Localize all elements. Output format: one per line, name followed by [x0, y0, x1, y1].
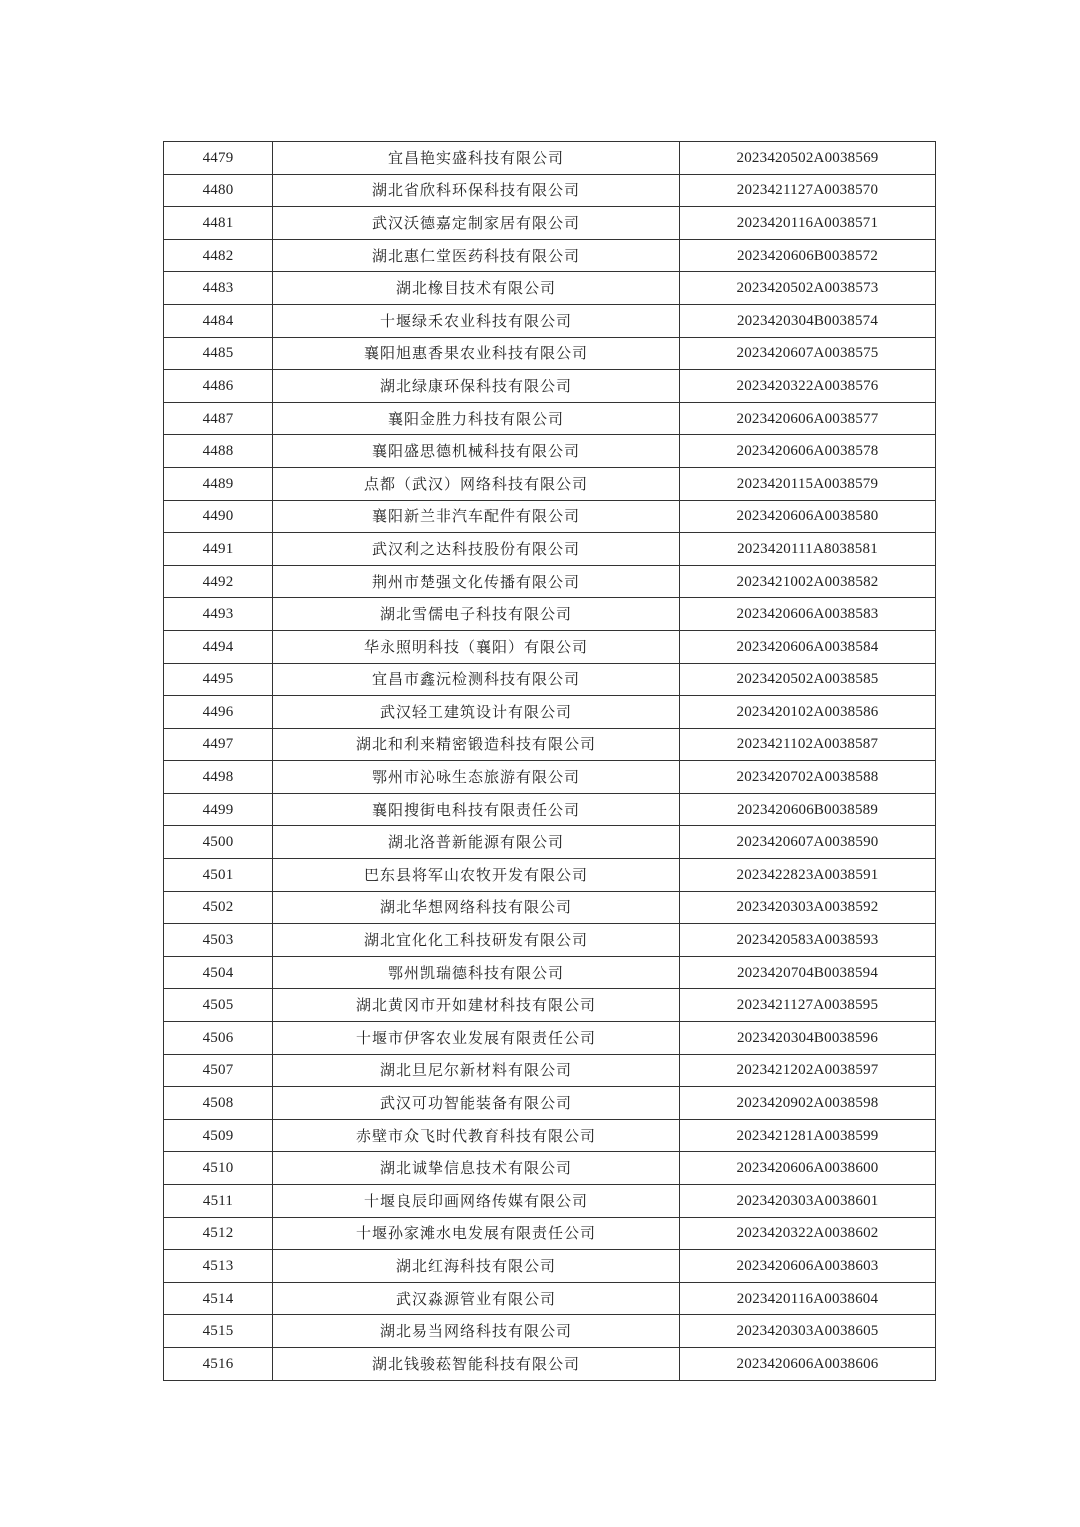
registration-code-cell: 2023420606A0038603	[680, 1250, 936, 1283]
registration-code-cell: 2023420115A0038579	[680, 467, 936, 500]
row-number-cell: 4509	[164, 1119, 273, 1152]
table-row	[164, 1054, 936, 1087]
registration-code-cell: 2023420607A0038590	[680, 826, 936, 859]
table-row	[164, 370, 936, 403]
table-row	[164, 402, 936, 435]
company-name-cell: 湖北诚挚信息技术有限公司	[273, 1152, 680, 1185]
company-name-cell: 点都（武汉）网络科技有限公司	[273, 467, 680, 500]
row-number-cell: 4496	[164, 696, 273, 729]
registration-code-cell: 2023421127A0038595	[680, 989, 936, 1022]
table-row	[164, 1315, 936, 1348]
registration-code-cell: 2023421202A0038597	[680, 1054, 936, 1087]
company-name-cell: 湖北橡目技术有限公司	[273, 272, 680, 305]
company-name-cell: 湖北绿康环保科技有限公司	[273, 370, 680, 403]
company-name-cell: 襄阳搜街电科技有限责任公司	[273, 793, 680, 826]
table-row	[164, 793, 936, 826]
row-number-cell: 4514	[164, 1282, 273, 1315]
row-number-cell: 4495	[164, 663, 273, 696]
row-number-cell: 4516	[164, 1347, 273, 1380]
table-row	[164, 272, 936, 305]
company-name-cell: 湖北旦尼尔新材料有限公司	[273, 1054, 680, 1087]
company-name-cell: 湖北红海科技有限公司	[273, 1250, 680, 1283]
table-row	[164, 467, 936, 500]
table-row	[164, 533, 936, 566]
table-row	[164, 1185, 936, 1218]
company-name-cell: 武汉轻工建筑设计有限公司	[273, 696, 680, 729]
row-number-cell: 4481	[164, 207, 273, 240]
row-number-cell: 4510	[164, 1152, 273, 1185]
company-name-cell: 武汉淼源管业有限公司	[273, 1282, 680, 1315]
registration-code-cell: 2023420606A0038583	[680, 598, 936, 631]
registration-code-cell: 2023420116A0038571	[680, 207, 936, 240]
company-name-cell: 武汉沃德嘉定制家居有限公司	[273, 207, 680, 240]
company-name-cell: 湖北省欣科环保科技有限公司	[273, 174, 680, 207]
registration-code-cell: 2023420606A0038600	[680, 1152, 936, 1185]
row-number-cell: 4512	[164, 1217, 273, 1250]
registration-code-cell: 2023420606A0038584	[680, 630, 936, 663]
registration-code-cell: 2023420606A0038578	[680, 435, 936, 468]
registration-code-cell: 2023420116A0038604	[680, 1282, 936, 1315]
company-name-cell: 十堰良辰印画网络传媒有限公司	[273, 1185, 680, 1218]
company-name-cell: 十堰绿禾农业科技有限公司	[273, 304, 680, 337]
company-name-cell: 鄂州市沁咏生态旅游有限公司	[273, 761, 680, 794]
table-row	[164, 239, 936, 272]
registration-code-cell: 2023421002A0038582	[680, 565, 936, 598]
row-number-cell: 4503	[164, 924, 273, 957]
registration-code-cell: 2023420606A0038606	[680, 1347, 936, 1380]
table-row	[164, 1022, 936, 1055]
row-number-cell: 4489	[164, 467, 273, 500]
table-row	[164, 500, 936, 533]
row-number-cell: 4498	[164, 761, 273, 794]
table-row	[164, 728, 936, 761]
table-row	[164, 207, 936, 240]
row-number-cell: 4492	[164, 565, 273, 598]
registration-code-cell: 2023420322A0038602	[680, 1217, 936, 1250]
company-name-cell: 襄阳金胜力科技有限公司	[273, 402, 680, 435]
company-name-cell: 湖北和利来精密锻造科技有限公司	[273, 728, 680, 761]
row-number-cell: 4480	[164, 174, 273, 207]
registration-code-cell: 2023420902A0038598	[680, 1087, 936, 1120]
table-row	[164, 435, 936, 468]
company-name-cell: 十堰市伊客农业发展有限责任公司	[273, 1022, 680, 1055]
row-number-cell: 4482	[164, 239, 273, 272]
registration-code-cell: 2023420702A0038588	[680, 761, 936, 794]
table-row	[164, 1087, 936, 1120]
registration-code-cell: 2023420502A0038573	[680, 272, 936, 305]
registration-code-cell: 2023422823A0038591	[680, 859, 936, 892]
row-number-cell: 4497	[164, 728, 273, 761]
company-name-cell: 湖北雪儒电子科技有限公司	[273, 598, 680, 631]
company-name-cell: 湖北惠仁堂医药科技有限公司	[273, 239, 680, 272]
table-row	[164, 924, 936, 957]
table-row	[164, 565, 936, 598]
row-number-cell: 4490	[164, 500, 273, 533]
table-row	[164, 174, 936, 207]
row-number-cell: 4484	[164, 304, 273, 337]
company-name-cell: 襄阳盛思德机械科技有限公司	[273, 435, 680, 468]
table-row	[164, 1250, 936, 1283]
table-row	[164, 859, 936, 892]
registration-code-cell: 2023420102A0038586	[680, 696, 936, 729]
row-number-cell: 4493	[164, 598, 273, 631]
company-name-cell: 武汉可功智能装备有限公司	[273, 1087, 680, 1120]
table-row	[164, 142, 936, 175]
company-name-cell: 湖北黄冈市开如建材科技有限公司	[273, 989, 680, 1022]
row-number-cell: 4499	[164, 793, 273, 826]
registration-code-cell: 2023420303A0038605	[680, 1315, 936, 1348]
registration-code-cell: 2023420303A0038601	[680, 1185, 936, 1218]
row-number-cell: 4504	[164, 956, 273, 989]
row-number-cell: 4479	[164, 142, 273, 175]
table-row	[164, 1282, 936, 1315]
row-number-cell: 4501	[164, 859, 273, 892]
company-name-cell: 巴东县将军山农牧开发有限公司	[273, 859, 680, 892]
table-row	[164, 696, 936, 729]
row-number-cell: 4485	[164, 337, 273, 370]
table-row	[164, 956, 936, 989]
table-row	[164, 304, 936, 337]
table-row	[164, 630, 936, 663]
row-number-cell: 4511	[164, 1185, 273, 1218]
row-number-cell: 4494	[164, 630, 273, 663]
company-name-cell: 宜昌市鑫沅检测科技有限公司	[273, 663, 680, 696]
registration-code-cell: 2023420111A8038581	[680, 533, 936, 566]
row-number-cell: 4488	[164, 435, 273, 468]
row-number-cell: 4502	[164, 891, 273, 924]
table-row	[164, 1347, 936, 1380]
registration-code-cell: 2023420583A0038593	[680, 924, 936, 957]
row-number-cell: 4505	[164, 989, 273, 1022]
company-name-cell: 湖北洛普新能源有限公司	[273, 826, 680, 859]
company-name-cell: 宜昌艳实盛科技有限公司	[273, 142, 680, 175]
registration-code-cell: 2023421281A0038599	[680, 1119, 936, 1152]
registration-code-cell: 2023421102A0038587	[680, 728, 936, 761]
row-number-cell: 4487	[164, 402, 273, 435]
row-number-cell: 4513	[164, 1250, 273, 1283]
registration-code-cell: 2023420606A0038580	[680, 500, 936, 533]
table-row	[164, 989, 936, 1022]
registration-code-cell: 2023420304B0038596	[680, 1022, 936, 1055]
company-name-cell: 湖北华想网络科技有限公司	[273, 891, 680, 924]
company-name-cell: 湖北宜化化工科技研发有限公司	[273, 924, 680, 957]
row-number-cell: 4508	[164, 1087, 273, 1120]
table-row	[164, 663, 936, 696]
company-name-cell: 华永照明科技（襄阳）有限公司	[273, 630, 680, 663]
enterprise-registry-table	[163, 141, 936, 1381]
registration-code-cell: 2023420606A0038577	[680, 402, 936, 435]
company-name-cell: 襄阳新兰非汽车配件有限公司	[273, 500, 680, 533]
registration-code-cell: 2023420607A0038575	[680, 337, 936, 370]
row-number-cell: 4486	[164, 370, 273, 403]
company-name-cell: 鄂州凯瑞德科技有限公司	[273, 956, 680, 989]
table-row	[164, 598, 936, 631]
registration-code-cell: 2023421127A0038570	[680, 174, 936, 207]
table-row	[164, 1152, 936, 1185]
row-number-cell: 4500	[164, 826, 273, 859]
table-row	[164, 826, 936, 859]
registration-code-cell: 2023420322A0038576	[680, 370, 936, 403]
registration-code-cell: 2023420303A0038592	[680, 891, 936, 924]
row-number-cell: 4506	[164, 1022, 273, 1055]
company-name-cell: 武汉利之达科技股份有限公司	[273, 533, 680, 566]
row-number-cell: 4515	[164, 1315, 273, 1348]
company-name-cell: 荆州市楚强文化传播有限公司	[273, 565, 680, 598]
row-number-cell: 4491	[164, 533, 273, 566]
registration-code-cell: 2023420502A0038569	[680, 142, 936, 175]
table-row	[164, 337, 936, 370]
table-row	[164, 1119, 936, 1152]
registration-code-cell: 2023420704B0038594	[680, 956, 936, 989]
table-row	[164, 891, 936, 924]
registration-code-cell: 2023420502A0038585	[680, 663, 936, 696]
row-number-cell: 4507	[164, 1054, 273, 1087]
table-row	[164, 761, 936, 794]
registration-code-cell: 2023420304B0038574	[680, 304, 936, 337]
registration-code-cell: 2023420606B0038572	[680, 239, 936, 272]
table-row	[164, 1217, 936, 1250]
company-name-cell: 襄阳旭惠香果农业科技有限公司	[273, 337, 680, 370]
company-name-cell: 十堰孙家滩水电发展有限责任公司	[273, 1217, 680, 1250]
company-name-cell: 赤壁市众飞时代教育科技有限公司	[273, 1119, 680, 1152]
company-name-cell: 湖北易当网络科技有限公司	[273, 1315, 680, 1348]
row-number-cell: 4483	[164, 272, 273, 305]
registration-code-cell: 2023420606B0038589	[680, 793, 936, 826]
registry-table-body	[164, 142, 936, 1381]
company-name-cell: 湖北钱骏菘智能科技有限公司	[273, 1347, 680, 1380]
